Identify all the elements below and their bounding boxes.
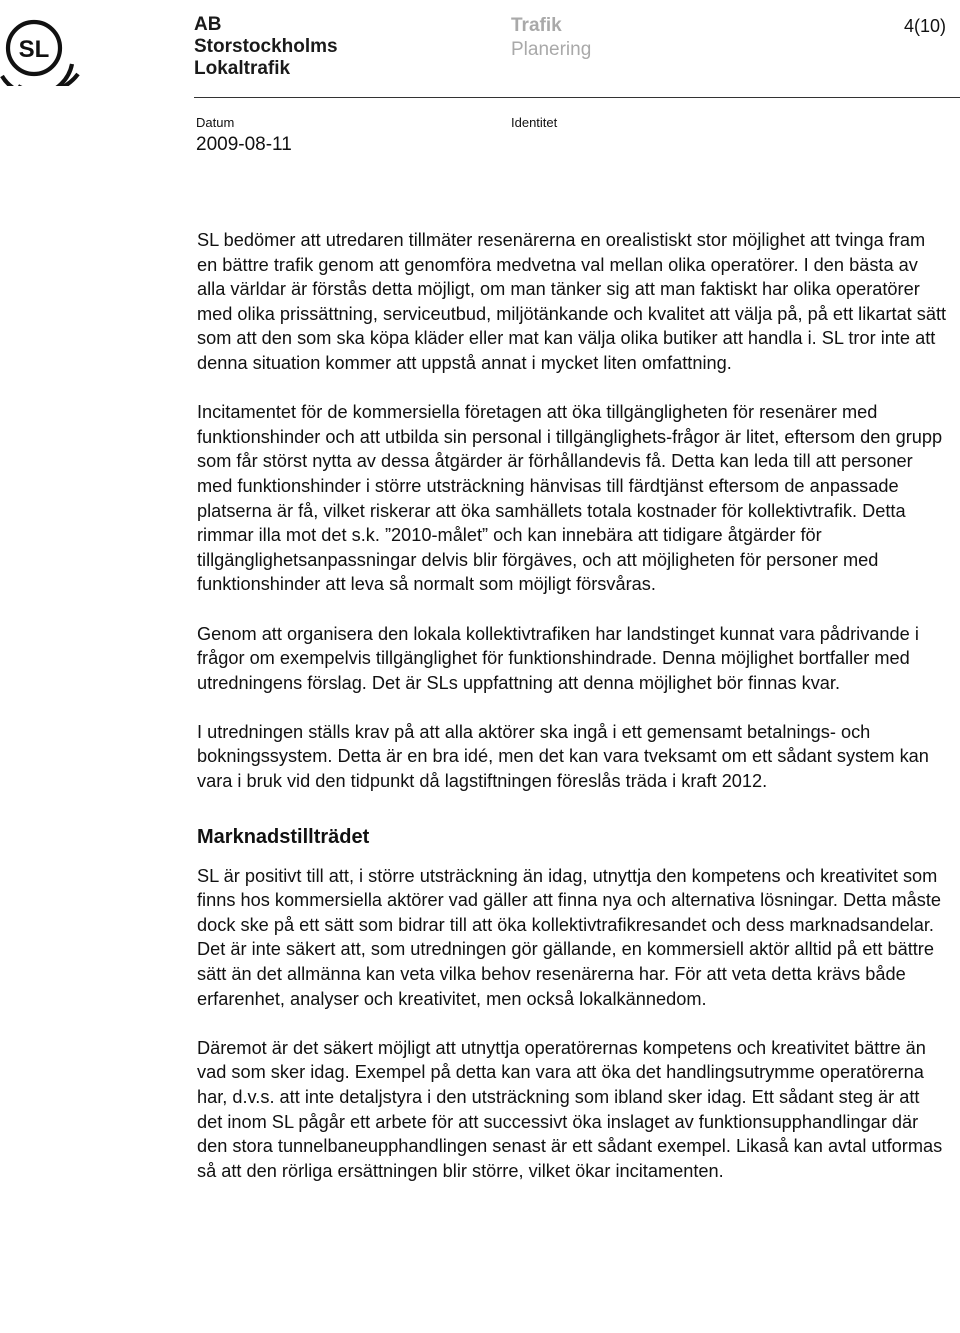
- paragraph-1: SL bedömer att utredaren tillmäter resenärerna en orealistiskt stor möjlighet att tvinga fram en bättre trafik genom att genomföra medvetna val mellan olika operatörer. I den bästa av alla världar är förstås detta möjligt, om man tänker sig att man faktiskt har olika operatörer med olika prissättning, serviceutbud, miljötänkande och kvalitet att välja på, på ett likartat sätt som att den som ska köpa kläder eller mat kan välja olika butiker att handla i. SL tror inte att denna situation kommer att uppstå annat i mycket liten omfattning.: [197, 230, 947, 373]
- paragraph-4: I utredningen ställs krav på att alla aktörer ska ingå i ett gemensamt betalnings- och bokningssystem. Detta är en bra idé, men det kan vara tveksamt om ett sådant system kan vara i bruk vid den tidpunkt då lagstiftningen föreslås träda i kraft 2012.: [197, 721, 929, 792]
- company-line-2: Storstockholms: [194, 36, 338, 57]
- date-value: 2009-08-11: [196, 134, 292, 155]
- department-block: [511, 14, 591, 62]
- paragraph-2: Incitamentet för de kommersiella företagen att öka tillgängligheten för resenärer med funktionshinder och att utbilda sin personal i tillgänglighets-frågor är litet, eftersom den grupp som får störst nytta av dessa åtgärder är förhållandevis få. Detta kan leda till att personer med funktionshinder i större utsträckning hänvisas till färdtjänst eftersom de anpassade platserna är få, vilket riskerar att öka samhällets totala kostnader för kollektivtrafik. Detta rimmar illa mot det s.k. ”2010-målet” och kan innebära att tidigare åtgärder för tillgänglighetsanpassningar delvis blir förgäves, och att möjligheten för personer med funktionshinder att leva så normalt som möjligt försvåras.: [197, 402, 943, 595]
- date-label: Datum: [196, 115, 235, 130]
- section-heading: Marknadstillträdet: [197, 825, 370, 848]
- paragraph-6: Däremot är det säkert möjligt att utnyttja operatörernas kompetens och kreativitet bättre än vad som sker idag. Exempel på detta kan vara att öka det handlingsutrymme operatörerna har, d.v.s. att inte detaljstyra i den utsträckning som ibland sker idag. Ett sådant steg är att det inom SL pågår ett arbete för att successivt öka inslaget av funktionsupphandlingar där den stora tunnelbaneupphandlingen senast är ett sådant exempel. Likaså kan avtal utformas så att den rörliga ersättningen blir större, vilket ökar incitamenten.: [197, 1037, 943, 1181]
- logo-text: SL: [18, 36, 50, 63]
- paragraph-5: SL är positivt till att, i större utsträckning än idag, utnyttja den kompetens och kreativitet som finns hos kommersiella aktörer vad gäller att finna nya och alternativa lösningar. Detta måste dock ske på ett sätt som bidrar till att öka kollektivtrafikresandet och dess marknadsandelar. Det är inte säkert att, som utredningen gör gällande, en kommersiell aktör alltid på ett bättre sätt än det allmänna kan veta vilka behov resenärerna har. För att veta detta krävs både erfarenhet, analyser och kreativitet, men också lokalkännedom.: [197, 865, 942, 1009]
- company-name: [194, 14, 338, 80]
- header-divider: [194, 97, 960, 98]
- identity-label: Identitet: [511, 115, 558, 130]
- sl-logo: [0, 14, 80, 86]
- company-line-1: AB: [194, 14, 222, 35]
- paragraph-3: Genom att organisera den lokala kollektivtrafiken har landstinget kunnat vara pådrivande i frågor om exempelvis tillgänglighet för funktionshindrade. Denna möjlighet bortfaller med utredningens förslag. Det är SLs uppfattning att denna möjlighet bör finnas kvar.: [197, 623, 919, 693]
- unit-name: Planering: [511, 39, 592, 60]
- document-body: [197, 228, 949, 1183]
- department-name: Trafik: [511, 15, 562, 36]
- page-number: 4(10): [903, 16, 946, 36]
- company-line-3: Lokaltrafik: [194, 58, 291, 79]
